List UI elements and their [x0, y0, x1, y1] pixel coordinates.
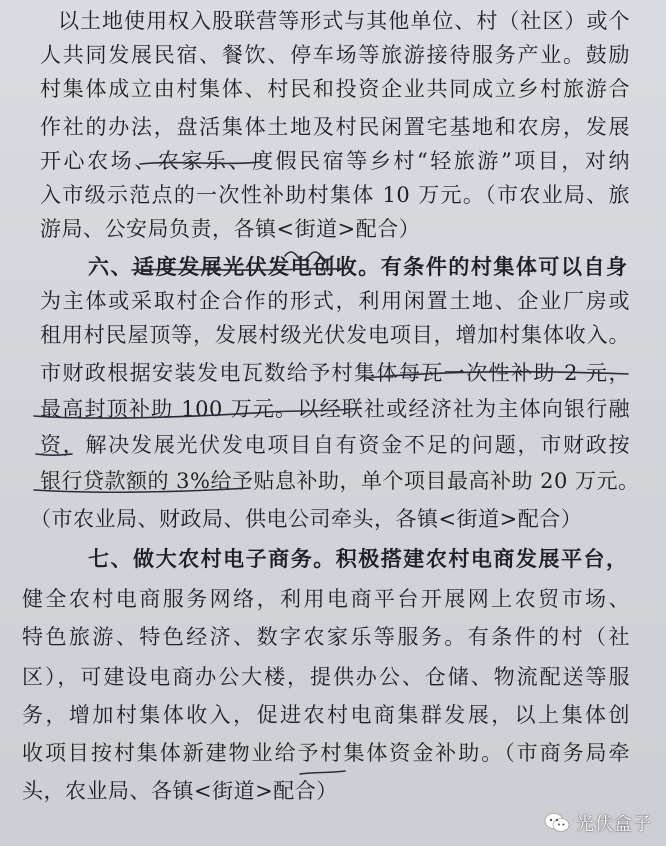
- text-line: 务，增加村集体收入，促进农村电商集群发展，以上集体创: [22, 703, 630, 727]
- section-heading-seven: 七、做大农村电子商务。积极搭建农村电商发展平台，: [88, 546, 628, 571]
- text-line: 租用村民屋顶等，发展村级光伏发电项目，增加村集体收入。: [40, 323, 630, 347]
- text-line: 银行贷款额的 3%给予贴息补助，单个项目最高补助 20 万元。: [40, 469, 640, 493]
- section-heading-six: 六、适度发展光伏发电创收。有条件的村集体可以自身: [88, 254, 628, 279]
- watermark: [544, 810, 652, 836]
- wechat-icon: [544, 812, 570, 834]
- text-line: 村集体成立由村集体、村民和投资企业共同成立乡村旅游合: [40, 77, 630, 101]
- text-line: （市农业局、财政局、供电公司牵头，各镇<街道>配合）: [30, 507, 583, 531]
- text-line: 游局、公安局负责，各镇<街道>配合）: [40, 217, 421, 241]
- text-line: 入市级示范点的一次性补助村集体 10 万元。（市农业局、旅: [40, 183, 630, 207]
- text-line: 为主体或采取村企合作的形式，利用闲置土地、企业厂房或: [40, 289, 630, 313]
- text-line: 健全农村电商服务网络，利用电商平台开展网上农贸市场、: [22, 587, 630, 611]
- text-line: 作社的办法，盘活集体土地及村民闲置宅基地和农房，发展: [40, 115, 630, 139]
- text-line: 头，农业局、各镇<街道>配合）: [22, 779, 338, 803]
- text-line: 市财政根据安装发电瓦数给予村集体每瓦一次性补助 2 元，: [40, 361, 630, 385]
- text-line: 最高封顶补助 100 万元。以经联社或经济社为主体向银行融: [40, 397, 630, 421]
- text-line: 特色旅游、特色经济、数字农家乐等服务。有条件的村（社: [22, 625, 630, 649]
- text-line: 资，解决发展光伏发电项目自有资金不足的问题，市财政按: [40, 433, 630, 457]
- text-line: 以土地使用权入股联营等形式与其他单位、村（社区）或个: [58, 9, 630, 33]
- watermark-text: 光伏盒子: [576, 814, 652, 835]
- text-line: 收项目按村集体新建物业给予村集体资金补助。（市商务局牵: [22, 741, 630, 765]
- text-line: 区），可建设电商办公大楼，提供办公、仓储、物流配送等服: [22, 665, 630, 689]
- text-line: 开心农场、农家乐、度假民宿等乡村“轻旅游”项目，对纳: [40, 149, 630, 173]
- text-line: 人共同发展民宿、餐饮、停车场等旅游接待服务产业。鼓励: [40, 43, 630, 67]
